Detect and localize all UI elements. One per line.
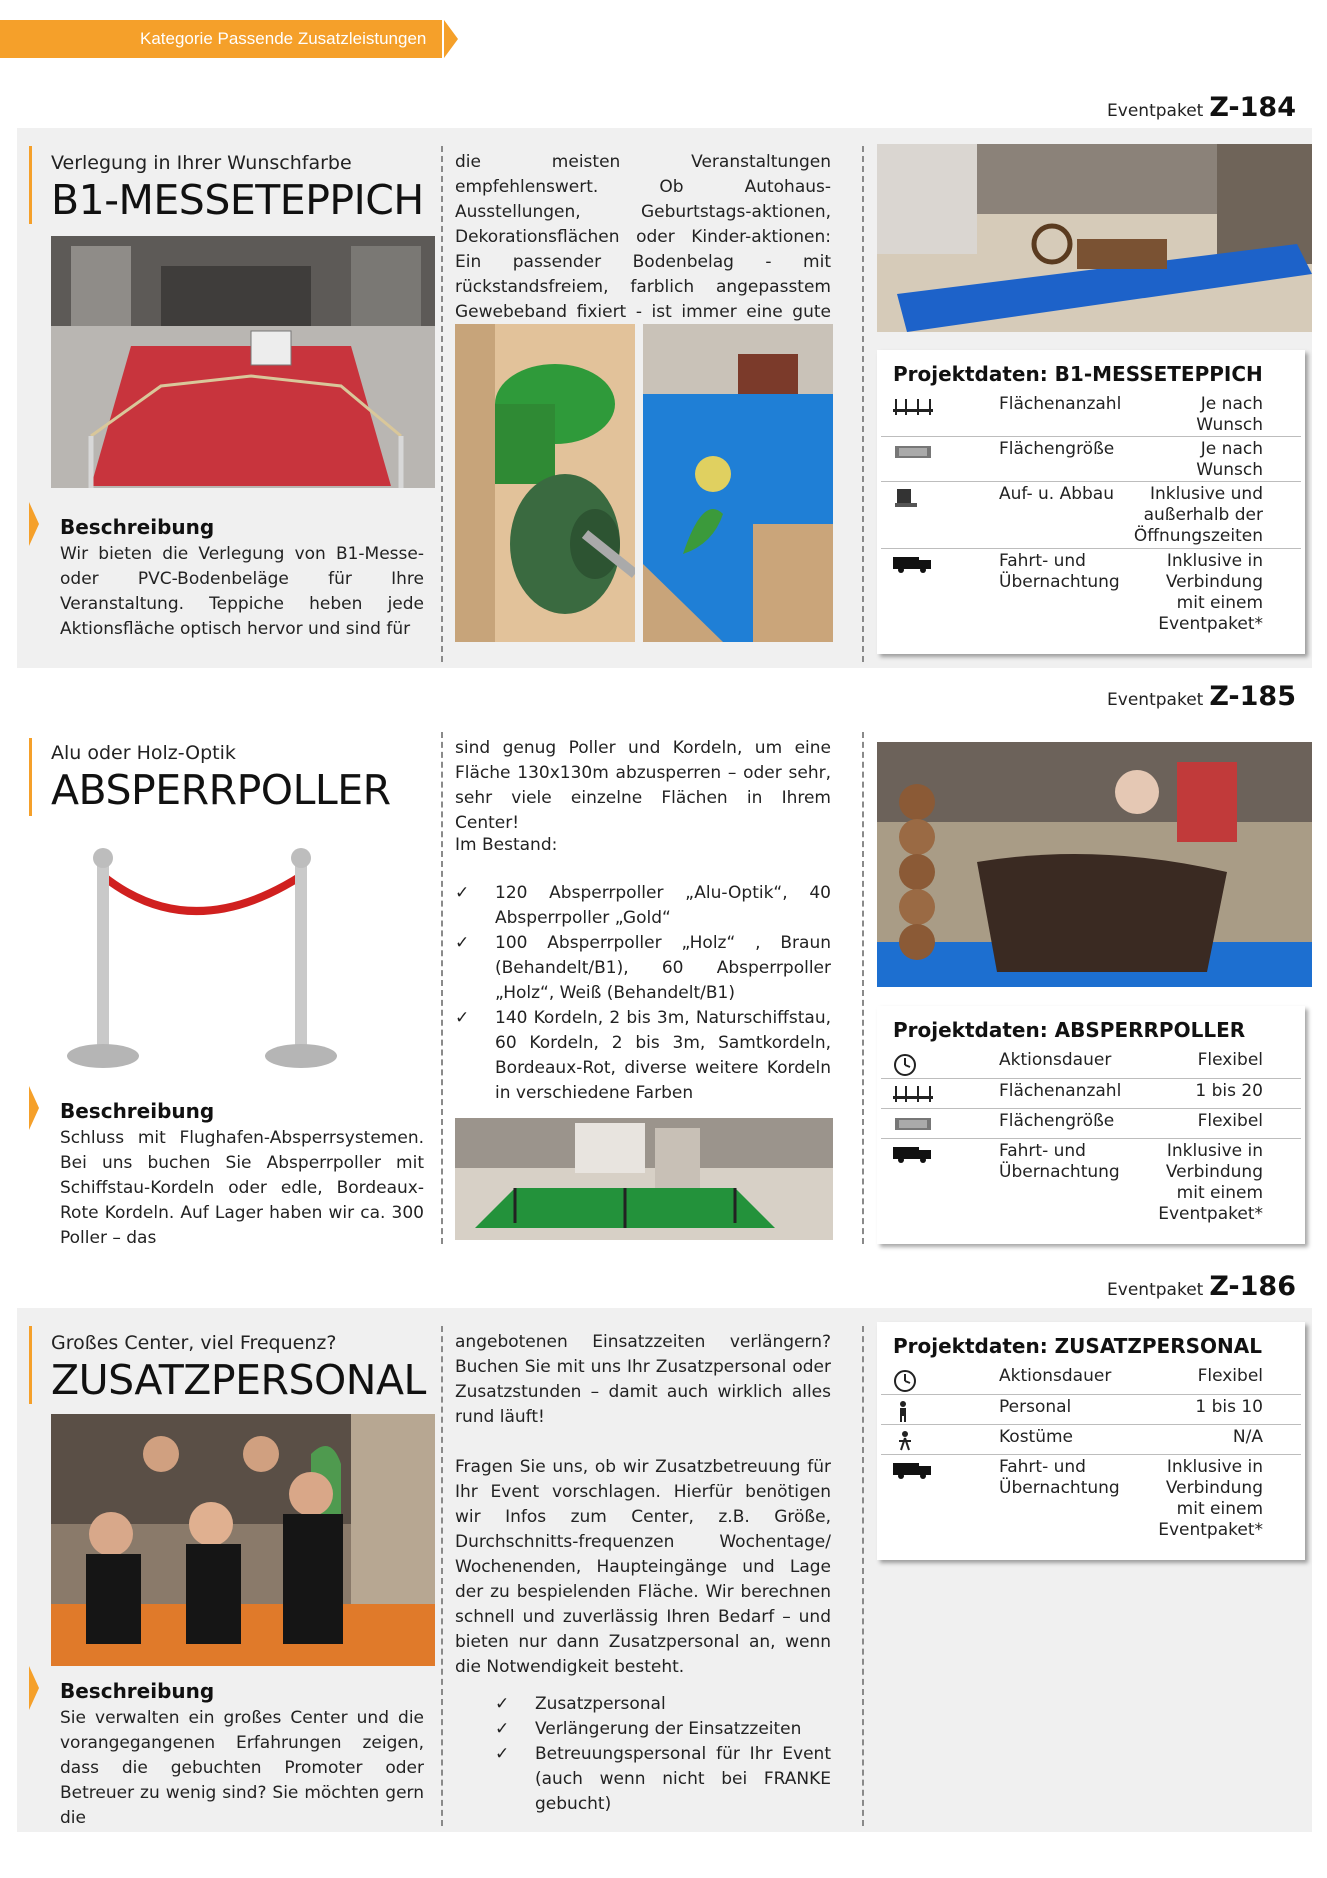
column-divider <box>441 1326 443 1826</box>
package-subtitle: Verlegung in Ihrer Wunschfarbe <box>51 152 352 174</box>
description-heading: Beschreibung <box>60 1679 215 1703</box>
kids-area-photo <box>643 324 833 642</box>
costume-icon <box>893 1430 933 1450</box>
package-subtitle: Alu oder Holz-Optik <box>51 742 236 764</box>
pirate-carpet-photo <box>877 144 1312 332</box>
service-item: ✓ Zusatzpersonal <box>495 1692 831 1717</box>
package-section-z184 <box>17 128 1312 668</box>
column-divider <box>441 732 443 1244</box>
package-title: ZUSATZPERSONAL <box>51 1356 426 1404</box>
service-list <box>495 1692 831 1817</box>
card-title: Projektdaten: ABSPERRPOLLER <box>893 1018 1246 1042</box>
description-text-cont: sind genug Poller und Kordeln, um eine Fläche 130x130m abzusperren – oder sehr, sehr viele einzelne Flächen in Ihrem Center! <box>455 738 831 833</box>
stock-heading: Im Bestand: <box>455 835 558 855</box>
category-banner-label: Kategorie Passende Zusatzleistungen <box>140 29 427 48</box>
area-count-icon <box>893 1084 933 1104</box>
banner-arrow-icon <box>444 20 458 58</box>
accent-line <box>29 738 32 816</box>
card-row: Flächengröße Flexibel <box>881 1108 1301 1137</box>
description-tab-icon <box>29 1086 39 1130</box>
truck-icon <box>893 1144 933 1164</box>
card-row: Fahrt- und Übernachtung Inklusive in Verbindung mit einem Eventpaket* <box>881 1138 1301 1239</box>
staff-team-photo <box>51 1414 435 1666</box>
card-title: Projektdaten: ZUSATZPERSONAL <box>893 1334 1262 1358</box>
card-row: Aktionsdauer Flexibel <box>881 1364 1301 1392</box>
description-text: Sie verwalten ein großes Center und die vorangegangenen Erfahrungen zeigen, dass die gebuchten Promoter oder Betreuer zu wenig sind? Sie möchten gern die <box>60 1708 424 1828</box>
package-code: Z-184 <box>1209 92 1296 123</box>
card-row: Flächenanzahl 1 bis 20 <box>881 1078 1301 1107</box>
area-size-icon <box>893 442 933 462</box>
stock-list <box>455 881 831 1106</box>
package-section-z186 <box>17 1308 1312 1832</box>
card-title: Projektdaten: B1-MESSETEPPICH <box>893 362 1263 386</box>
project-data-card <box>877 1006 1305 1244</box>
description-heading: Beschreibung <box>60 1099 215 1123</box>
card-row: Aktionsdauer Flexibel <box>881 1048 1301 1076</box>
card-row: Kostüme N/A <box>881 1424 1301 1453</box>
area-count-icon <box>893 397 933 417</box>
card-row: Flächengröße Je nach Wunsch <box>881 436 1301 481</box>
description-text-cont: die meisten Veranstaltungen empfehlenswert. Ob Autohaus-Ausstellungen, Geburtstags-aktionen, Dekorationsflächen oder Kinder-aktionen: Ein passender Bodenbelag - mit rückstandsfreiem, farblich angepasstem Gewebeband fixiert - ist immer eine gute <box>455 152 831 322</box>
accent-line <box>29 1326 32 1404</box>
green-area-photo <box>455 1118 833 1240</box>
description-text: Wir bieten die Verlegung von B1-Messe- oder PVC-Bodenbeläge für Ihre Veranstaltung. Teppiche heben jede Aktionsfläche optisch hervor und sind für <box>60 544 424 639</box>
person-icon <box>893 1400 933 1420</box>
clock-icon <box>893 1053 933 1073</box>
card-row: Fahrt- und Übernachtung Inklusive in Verbindung mit einem Eventpaket* <box>881 548 1301 649</box>
column-divider <box>441 146 443 662</box>
carpet-photo <box>51 236 435 488</box>
service-item: ✓ Verlängerung der Einsatzzeiten <box>495 1717 831 1742</box>
package-title: ABSPERRPOLLER <box>51 766 391 814</box>
description-text-cont: angebotenen Einsatzzeiten verlängern? Buchen Sie mit uns Ihr Zusatzpersonal oder Zusatzstunden – damit auch wirklich alles rund läuft! <box>455 1332 831 1427</box>
stock-item: ✓ 120 Absperrpoller „Alu-Optik“, 40 Absperrpoller „Gold“ <box>455 881 831 931</box>
package-code: Z-185 <box>1209 681 1296 712</box>
card-row: Flächenanzahl Je nach Wunsch <box>881 392 1301 434</box>
area-size-icon <box>893 1114 933 1134</box>
package-label-z186: Eventpaket Z-186 <box>1107 1271 1296 1302</box>
stock-item: ✓ 100 Absperrpoller „Holz“ , Braun (Behandelt/B1), 60 Absperrpoller „Holz“, Weiß (Behandelt/B1) <box>455 931 831 1006</box>
description-tab-icon <box>29 502 39 546</box>
clock-icon <box>893 1369 933 1389</box>
carpet-rolls-photo <box>455 324 635 642</box>
accent-line <box>29 146 32 224</box>
description-tab-icon <box>29 1666 39 1710</box>
description-text-cont-2: Fragen Sie uns, ob wir Zusatzbetreuung für Ihr Event vorschlagen. Hierfür benötigen wir Infos zum Center, z.B. Größe, Durchschnitts-frequenzen Wochentage/ Wochenenden, Haupteingänge und Lage der zu bespielenden Fläche. Wir berechnen schnell und zuverlässig Ihren Bedarf – und bieten nur dann Zusatzpersonal an, wenn die Notwendigkeit besteht. <box>455 1457 831 1677</box>
package-title: B1-MESSETEPPICH <box>51 176 424 224</box>
truck-icon <box>893 1460 933 1480</box>
package-subtitle: Großes Center, viel Frequenz? <box>51 1332 337 1354</box>
category-banner <box>0 20 442 58</box>
barrier-posts-photo <box>51 836 381 1076</box>
project-data-card <box>877 350 1305 654</box>
package-section-z185 <box>17 728 1312 1248</box>
description-heading: Beschreibung <box>60 515 215 539</box>
package-label-z185: Eventpaket Z-185 <box>1107 681 1296 712</box>
package-label-z184: Eventpaket Z-184 <box>1107 92 1296 123</box>
truck-icon <box>893 554 933 574</box>
package-code: Z-186 <box>1209 1271 1296 1302</box>
service-item: ✓ Betreuungspersonal für Ihr Event (auch wenn nicht bei FRANKE gebucht) <box>495 1742 831 1817</box>
card-row: Fahrt- und Übernachtung Inklusive in Verbindung mit einem Eventpaket* <box>881 1454 1301 1555</box>
card-row: Auf- u. Abbau Inklusive und außerhalb der Öffnungszeiten <box>881 481 1301 548</box>
setup-icon <box>893 487 933 507</box>
stock-item: ✓ 140 Kordeln, 2 bis 3m, Naturschiffstau, 60 Kordeln, 2 bis 3m, Samtkordeln, Bordeaux-Rot, diverse weitere Kordeln in verschiedene Farben <box>455 1006 831 1106</box>
description-text: Schluss mit Flughafen-Absperrsystemen. Bei uns buchen Sie Absperrpoller mit Schiffstau-Kordeln oder edle, Bordeaux-Rote Kordeln. Auf Lager haben wir ca. 300 Poller – das <box>60 1128 424 1248</box>
balloon-ship-photo <box>877 742 1312 987</box>
project-data-card <box>877 1322 1305 1560</box>
card-row: Personal 1 bis 10 <box>881 1394 1301 1423</box>
